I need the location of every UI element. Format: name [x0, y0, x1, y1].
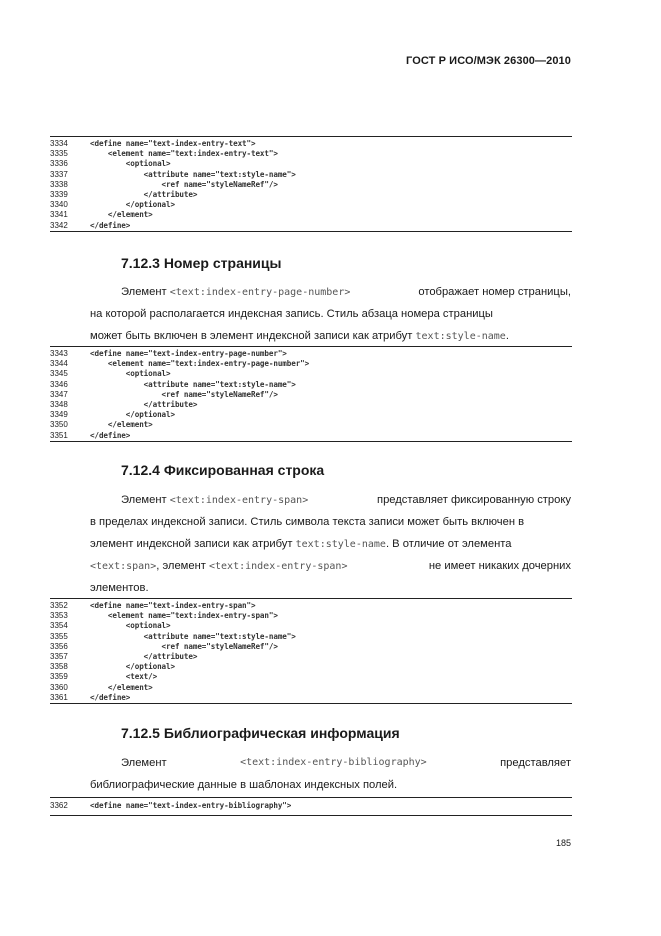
code-line — [50, 221, 572, 231]
code-text: <element name="text:index-entry-text"> — [90, 149, 278, 159]
text-run — [90, 281, 350, 303]
line-number: 3358 — [50, 662, 68, 672]
line-number: 3356 — [50, 641, 68, 651]
code-text: <attribute name="text:style-name"> — [90, 631, 296, 641]
text-run: Элемент — [121, 757, 167, 769]
code-line — [50, 632, 572, 642]
text-run: представляет фиксированную строку — [377, 494, 571, 506]
code-block-3334 — [50, 136, 572, 232]
code-text: </attribute> — [90, 399, 198, 409]
text-run: , элемент — [156, 560, 209, 572]
code-text: </optional> — [90, 410, 175, 420]
text-run: Элемент — [121, 286, 170, 298]
code-text: <ref name="styleNameRef"/> — [90, 389, 278, 399]
paragraph-line: на которой располагается индексная запись. Стиль абзаца номера страницы — [90, 308, 493, 320]
text-run: может быть включен в элемент индексной записи как атрибут — [90, 330, 416, 342]
code-text: <optional> — [90, 159, 171, 169]
line-number: 3348 — [50, 399, 68, 409]
code-line — [50, 693, 572, 703]
code-line — [50, 149, 572, 159]
code-line — [50, 621, 572, 631]
line-number: 3337 — [50, 169, 68, 179]
bottom-rule — [50, 441, 572, 442]
code-line — [50, 410, 572, 420]
code-text: <define name="text-index-entry-bibliography"> — [90, 801, 292, 810]
page-number: 185 — [555, 838, 571, 848]
text-run: . В отличие от элемента — [385, 538, 512, 550]
code-line — [50, 431, 572, 441]
text-run: не имеет никаких дочерних — [428, 560, 571, 572]
inline-code: text:style-name — [295, 539, 386, 550]
code-text: </element> — [90, 420, 153, 430]
paragraph-line — [90, 489, 571, 511]
line-number: 3341 — [50, 210, 68, 220]
code-text: <attribute name="text:style-name"> — [90, 379, 296, 389]
line-number: 3340 — [50, 200, 68, 210]
code-text: <define name="text-index-entry-span"> — [90, 601, 256, 610]
section-heading-7-12-3: 7.12.3 Номер страницы — [121, 255, 282, 271]
inline-code: <text:index-entry-bibliography> — [240, 757, 427, 768]
paragraph-line: библиографические данные в шаблонах индексных полей. — [90, 779, 398, 791]
code-text: </attribute> — [90, 651, 198, 661]
line-number: 3361 — [50, 692, 68, 702]
code-text: </element> — [90, 210, 153, 220]
line-number: 3339 — [50, 189, 68, 199]
line-number: 3338 — [50, 179, 68, 189]
code-line — [50, 380, 572, 390]
line-number: 3335 — [50, 149, 68, 159]
code-line — [50, 601, 572, 611]
paragraph-line — [90, 325, 571, 347]
code-line — [50, 170, 572, 180]
code-text: <element name="text:index-entry-span"> — [90, 611, 278, 621]
paragraph-7-12-4 — [90, 489, 571, 599]
code-line — [50, 400, 572, 410]
code-line — [50, 390, 572, 400]
code-text: <attribute name="text:style-name"> — [90, 169, 296, 179]
line-number: 3362 — [50, 801, 68, 810]
document-header: ГОСТ Р ИСО/МЭК 26300—2010 — [406, 55, 571, 67]
line-number: 3351 — [50, 430, 68, 440]
code-line — [50, 420, 572, 430]
code-text: <text/> — [90, 672, 158, 682]
text-run: . — [505, 330, 509, 342]
code-text: </element> — [90, 682, 153, 692]
code-line — [50, 801, 572, 811]
paragraph-line — [90, 555, 571, 577]
line-number: 3342 — [50, 220, 68, 230]
code-line — [50, 652, 572, 662]
paragraph-line: в пределах индексной записи. Стиль символа текста записи может быть включен в — [90, 516, 525, 528]
code-text: </optional> — [90, 200, 175, 210]
code-text: <element name="text:index-entry-page-number"> — [90, 359, 310, 369]
line-number: 3346 — [50, 379, 68, 389]
line-number: 3350 — [50, 420, 68, 430]
code-line — [50, 190, 572, 200]
line-number: 3353 — [50, 611, 68, 621]
line-number: 3360 — [50, 682, 68, 692]
code-line — [50, 683, 572, 693]
code-line — [50, 359, 572, 369]
line-number: 3355 — [50, 631, 68, 641]
bottom-rule — [50, 231, 572, 232]
code-text: </define> — [90, 692, 131, 702]
code-text: <optional> — [90, 621, 171, 631]
line-number: 3359 — [50, 672, 68, 682]
code-text: </optional> — [90, 662, 175, 672]
text-run: элемент индексной записи как атрибут — [90, 538, 296, 550]
code-line — [50, 611, 572, 621]
inline-code: <text:index-entry-span> — [209, 561, 348, 572]
bottom-rule — [50, 703, 572, 704]
line-number: 3344 — [50, 359, 68, 369]
line-number: 3352 — [50, 601, 68, 610]
line-number: 3349 — [50, 410, 68, 420]
code-line — [50, 139, 572, 149]
code-text: </define> — [90, 430, 131, 440]
code-text: <ref name="styleNameRef"/> — [90, 179, 278, 189]
paragraph-7-12-3 — [90, 281, 571, 347]
paragraph-line: элементов. — [90, 582, 149, 594]
code-line — [50, 662, 572, 672]
line-number: 3336 — [50, 159, 68, 169]
line-number: 3354 — [50, 621, 68, 631]
code-line — [50, 642, 572, 652]
text-run — [90, 489, 308, 511]
paragraph-line — [90, 281, 571, 303]
code-line — [50, 180, 572, 190]
paragraph-7-12-5 — [90, 752, 571, 796]
code-text: <optional> — [90, 369, 171, 379]
line-number: 3347 — [50, 389, 68, 399]
code-block-3352 — [50, 598, 572, 704]
bottom-rule — [50, 815, 572, 816]
code-text: <ref name="styleNameRef"/> — [90, 641, 278, 651]
code-line — [50, 200, 572, 210]
paragraph-line — [90, 533, 571, 555]
line-number: 3343 — [50, 349, 68, 358]
inline-code: text:style-name — [415, 331, 506, 342]
text-run — [90, 555, 347, 577]
inline-code: <text:index-entry-page-number> — [169, 287, 351, 298]
code-text: </define> — [90, 220, 131, 230]
code-line — [50, 369, 572, 379]
inline-code: <text:span> — [90, 561, 157, 572]
text-run: отображает номер страницы, — [418, 286, 571, 298]
code-text: </attribute> — [90, 189, 198, 199]
line-number: 3334 — [50, 139, 68, 148]
line-number: 3345 — [50, 369, 68, 379]
section-heading-7-12-4: 7.12.4 Фиксированная строка — [121, 462, 325, 478]
code-block-3343 — [50, 346, 572, 442]
code-text: <define name="text-index-entry-text"> — [90, 139, 256, 148]
line-number: 3357 — [50, 651, 68, 661]
paragraph-line — [90, 752, 571, 774]
code-line — [50, 672, 572, 682]
text-run: Элемент — [121, 494, 170, 506]
code-text: <define name="text-index-entry-page-number"> — [90, 349, 287, 358]
section-heading-7-12-5: 7.12.5 Библиографическая информация — [121, 725, 400, 741]
code-line — [50, 210, 572, 220]
code-block-3362 — [50, 797, 572, 816]
inline-code: <text:index-entry-span> — [169, 495, 309, 506]
text-run: представляет — [500, 757, 571, 769]
code-line — [50, 159, 572, 169]
code-line — [50, 349, 572, 359]
